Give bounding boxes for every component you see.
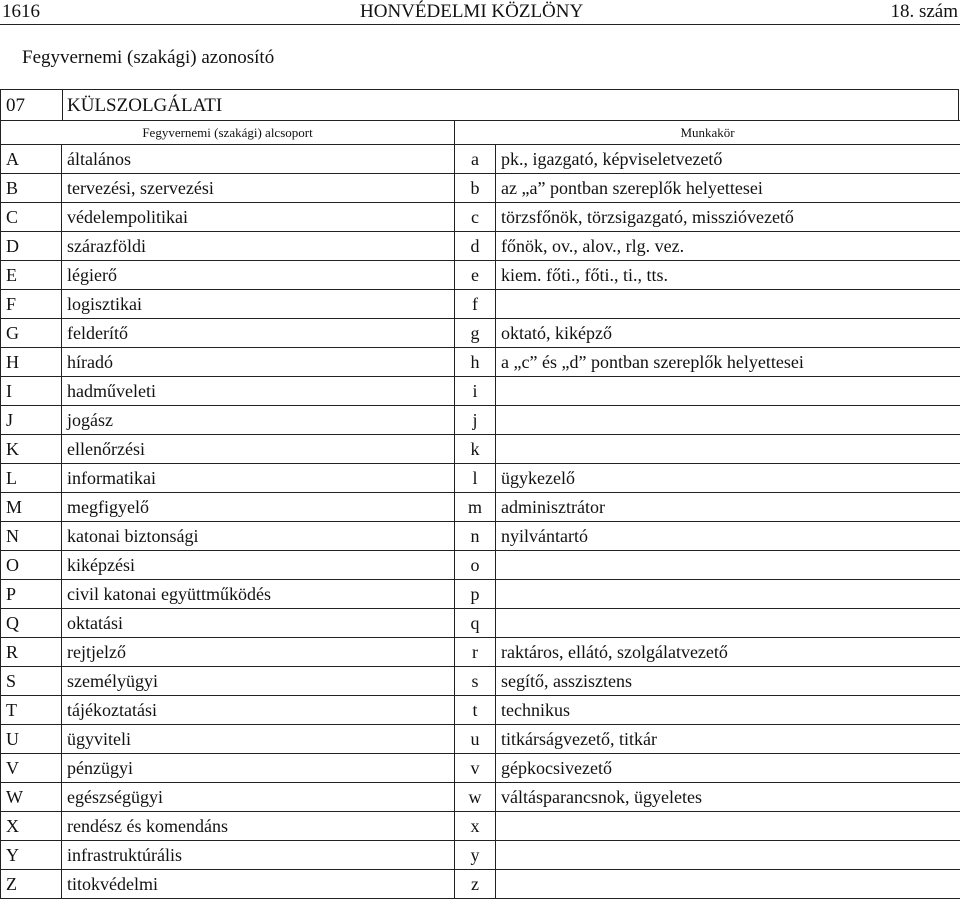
position-letter-cell: z — [455, 870, 496, 899]
position-name-cell: nyilvántartó — [496, 522, 960, 551]
position-letter-cell: c — [455, 203, 496, 232]
position-letter-cell: o — [455, 551, 496, 580]
subgroup-code-cell: T — [1, 696, 62, 725]
subgroup-name-cell: személyügyi — [62, 667, 455, 696]
section-name: KÜLSZOLGÁLATI — [67, 95, 223, 116]
table-row — [1, 145, 960, 174]
subgroup-code-cell: V — [1, 754, 62, 783]
subgroup-name-cell: híradó — [62, 348, 455, 377]
table-row — [1, 870, 960, 899]
subgroup-column-header: Fegyvernemi (szakági) alcsoport — [1, 121, 455, 145]
subgroup-name-cell: ellenőrzési — [62, 435, 455, 464]
subgroup-name-cell: civil katonai együttműködés — [62, 580, 455, 609]
position-letter-cell: d — [455, 232, 496, 261]
table-row — [1, 667, 960, 696]
position-name-cell: főnök, ov., alov., rlg. vez. — [496, 232, 960, 261]
position-name-cell — [496, 551, 960, 580]
subgroup-code-cell: B — [1, 174, 62, 203]
subgroup-code-cell: D — [1, 232, 62, 261]
publication-title: HONVÉDELMI KÖZLÖNY — [360, 1, 584, 22]
position-letter-cell: b — [455, 174, 496, 203]
table-row — [1, 348, 960, 377]
table-row — [1, 232, 960, 261]
position-name-cell: adminisztrátor — [496, 493, 960, 522]
table-row — [1, 464, 960, 493]
table-body — [1, 145, 960, 899]
position-name-cell — [496, 580, 960, 609]
table-row — [1, 435, 960, 464]
table-row — [1, 841, 960, 870]
table-row — [1, 783, 960, 812]
subgroup-name-cell: ügyviteli — [62, 725, 455, 754]
table-row — [1, 551, 960, 580]
position-name-cell — [496, 609, 960, 638]
position-name-cell: kiem. főti., főti., ti., tts. — [496, 261, 960, 290]
position-name-cell: váltásparancsnok, ügyeletes — [496, 783, 960, 812]
position-letter-cell: a — [455, 145, 496, 174]
position-name-cell: az „a” pontban szereplők helyettesei — [496, 174, 960, 203]
subgroup-name-cell: védelempolitikai — [62, 203, 455, 232]
subgroup-code-cell: C — [1, 203, 62, 232]
subgroup-name-cell: oktatási — [62, 609, 455, 638]
position-name-cell — [496, 435, 960, 464]
band-divider — [62, 90, 63, 120]
position-letter-cell: f — [455, 290, 496, 319]
table-row — [1, 377, 960, 406]
subgroup-code-cell: J — [1, 406, 62, 435]
position-name-cell: oktató, kiképző — [496, 319, 960, 348]
subgroup-code-cell: U — [1, 725, 62, 754]
subgroup-code-cell: G — [1, 319, 62, 348]
table-row — [1, 638, 960, 667]
subgroup-name-cell: rendész és komendáns — [62, 812, 455, 841]
position-letter-cell: q — [455, 609, 496, 638]
subgroup-code-cell: N — [1, 522, 62, 551]
table-row — [1, 203, 960, 232]
subgroup-name-cell: szárazföldi — [62, 232, 455, 261]
position-name-cell — [496, 870, 960, 899]
page-number: 1616 — [2, 1, 40, 22]
position-column-header: Munkakör — [455, 121, 960, 145]
position-letter-cell: i — [455, 377, 496, 406]
subgroup-code-cell: H — [1, 348, 62, 377]
position-letter-cell: w — [455, 783, 496, 812]
subgroup-name-cell: felderítő — [62, 319, 455, 348]
subgroup-code-cell: Z — [1, 870, 62, 899]
table-row — [1, 609, 960, 638]
subgroup-name-cell: jogász — [62, 406, 455, 435]
position-letter-cell: g — [455, 319, 496, 348]
table-row — [1, 696, 960, 725]
subgroup-code-cell: F — [1, 290, 62, 319]
position-name-cell: technikus — [496, 696, 960, 725]
table-row — [1, 493, 960, 522]
subgroup-name-cell: katonai biztonsági — [62, 522, 455, 551]
subgroup-name-cell: rejtjelző — [62, 638, 455, 667]
subgroup-code-cell: M — [1, 493, 62, 522]
subgroup-code-cell: O — [1, 551, 62, 580]
position-letter-cell: u — [455, 725, 496, 754]
section-title: Fegyvernemi (szakági) azonosító — [22, 47, 275, 68]
position-letter-cell: p — [455, 580, 496, 609]
section-band — [0, 89, 959, 120]
issue-number: 18. szám — [890, 1, 958, 22]
position-name-cell — [496, 290, 960, 319]
position-letter-cell: l — [455, 464, 496, 493]
position-name-cell — [496, 841, 960, 870]
position-name-cell — [496, 406, 960, 435]
subgroup-name-cell: infrastruktúrális — [62, 841, 455, 870]
position-name-cell: ügykezelő — [496, 464, 960, 493]
position-letter-cell: m — [455, 493, 496, 522]
position-name-cell: titkárságvezető, titkár — [496, 725, 960, 754]
subgroup-code-cell: S — [1, 667, 62, 696]
table-row — [1, 754, 960, 783]
classification-table — [0, 120, 960, 899]
subgroup-name-cell: hadműveleti — [62, 377, 455, 406]
page-header — [0, 0, 960, 25]
subgroup-name-cell: általános — [62, 145, 455, 174]
position-letter-cell: y — [455, 841, 496, 870]
table-row — [1, 522, 960, 551]
position-letter-cell: r — [455, 638, 496, 667]
subgroup-name-cell: egészségügyi — [62, 783, 455, 812]
subgroup-code-cell: P — [1, 580, 62, 609]
subgroup-name-cell: megfigyelő — [62, 493, 455, 522]
subgroup-code-cell: X — [1, 812, 62, 841]
table-row — [1, 290, 960, 319]
position-name-cell: gépkocsivezető — [496, 754, 960, 783]
position-letter-cell: j — [455, 406, 496, 435]
position-name-cell — [496, 377, 960, 406]
subgroup-name-cell: logisztikai — [62, 290, 455, 319]
table-row — [1, 580, 960, 609]
subgroup-code-cell: R — [1, 638, 62, 667]
position-name-cell: törzsfőnök, törzsigazgató, misszióvezető — [496, 203, 960, 232]
position-letter-cell: s — [455, 667, 496, 696]
position-letter-cell: k — [455, 435, 496, 464]
table-row — [1, 261, 960, 290]
position-letter-cell: h — [455, 348, 496, 377]
table-row — [1, 174, 960, 203]
table-row — [1, 812, 960, 841]
subgroup-code-cell: Q — [1, 609, 62, 638]
subgroup-code-cell: I — [1, 377, 62, 406]
position-letter-cell: v — [455, 754, 496, 783]
subgroup-code-cell: K — [1, 435, 62, 464]
position-name-cell: raktáros, ellátó, szolgálatvezető — [496, 638, 960, 667]
subgroup-name-cell: pénzügyi — [62, 754, 455, 783]
table-header-row — [1, 121, 960, 145]
subgroup-name-cell: titokvédelmi — [62, 870, 455, 899]
subgroup-code-cell: L — [1, 464, 62, 493]
subgroup-name-cell: kiképzési — [62, 551, 455, 580]
table-row — [1, 319, 960, 348]
position-letter-cell: e — [455, 261, 496, 290]
position-name-cell: a „c” és „d” pontban szereplők helyettesei — [496, 348, 960, 377]
subgroup-name-cell: tervezési, szervezési — [62, 174, 455, 203]
position-name-cell: segítő, asszisztens — [496, 667, 960, 696]
position-letter-cell: n — [455, 522, 496, 551]
subgroup-code-cell: W — [1, 783, 62, 812]
section-code: 07 — [6, 95, 25, 116]
table-row — [1, 406, 960, 435]
subgroup-name-cell: informatikai — [62, 464, 455, 493]
position-name-cell: pk., igazgató, képviseletvezető — [496, 145, 960, 174]
position-letter-cell: t — [455, 696, 496, 725]
subgroup-code-cell: A — [1, 145, 62, 174]
subgroup-code-cell: E — [1, 261, 62, 290]
position-letter-cell: x — [455, 812, 496, 841]
subgroup-name-cell: tájékoztatási — [62, 696, 455, 725]
subgroup-name-cell: légierő — [62, 261, 455, 290]
subgroup-code-cell: Y — [1, 841, 62, 870]
position-name-cell — [496, 812, 960, 841]
table-row — [1, 725, 960, 754]
